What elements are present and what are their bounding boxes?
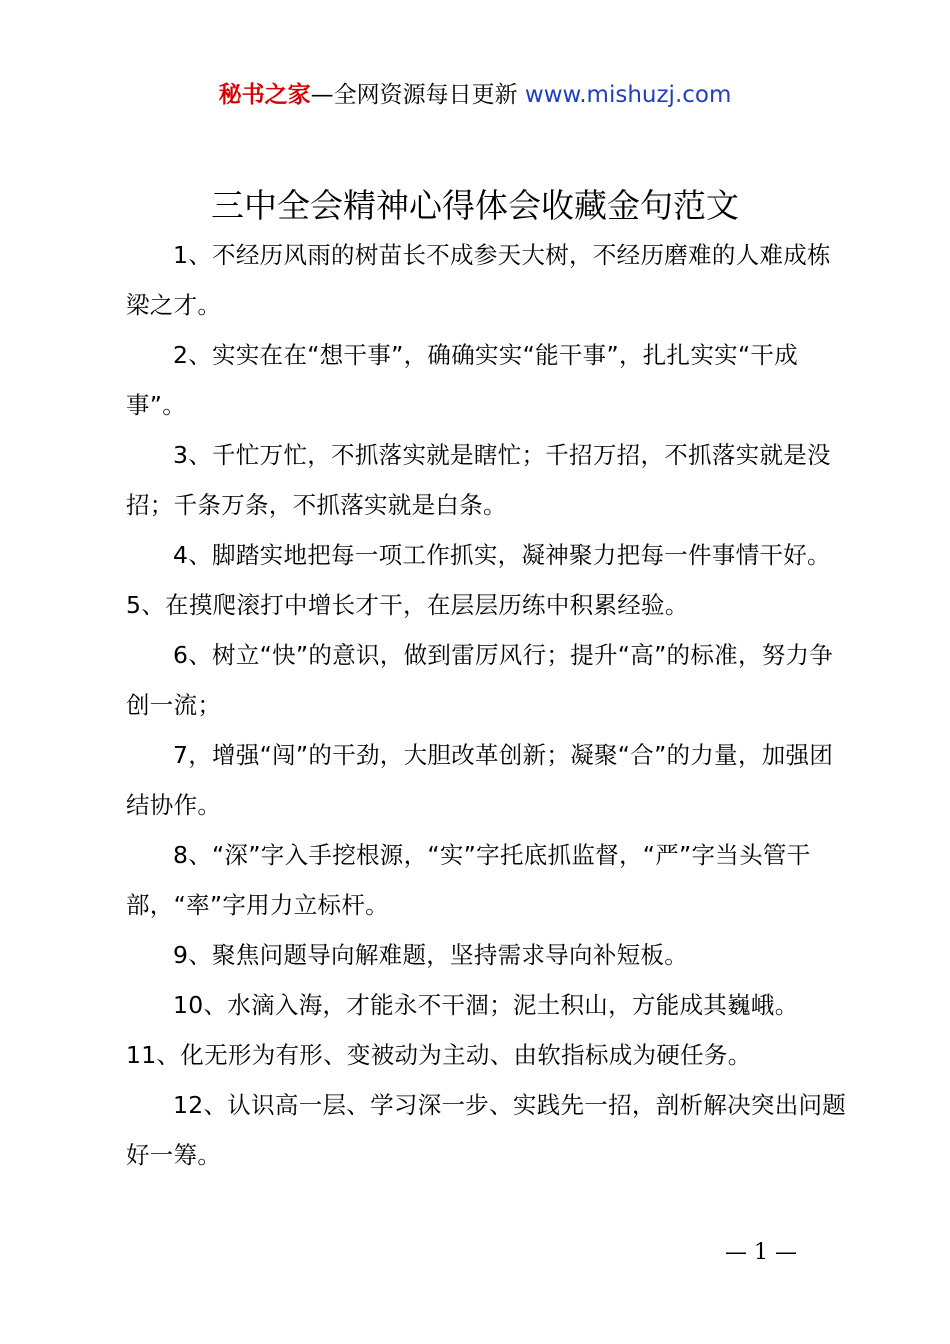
paragraph-10: 10、水滴入海，才能永不干涸；泥土积山，方能成其巍峨。 xyxy=(173,991,799,1019)
paragraph-8: 8、“深”字入手挖根源，“实”字托底抓监督，“严”字当头管干部，“率”字用力立标杆。 xyxy=(126,841,811,919)
site-url-link[interactable]: www.mishuzj.com xyxy=(524,82,732,108)
site-header xyxy=(0,78,950,112)
paragraph-12: 12、认识高一层、学习深一步、实践先一招，剖析解决突出问题好一筹。 xyxy=(126,1091,847,1169)
site-brand: 秘书之家 xyxy=(218,82,311,108)
paragraph-2: 2、实实在在“想干事”，确确实实“能干事”，扎扎实实“干成事”。 xyxy=(126,341,799,419)
page-number: — 1 — xyxy=(725,1240,797,1265)
paragraph-11: 11、化无形为有形、变被动为主动、由软指标成为硬任务。 xyxy=(126,1041,752,1069)
site-tagline: —全网资源每日更新 xyxy=(310,82,525,108)
paragraph-7: 7，增强“闯”的干劲，大胆改革创新；凝聚“合”的力量，加强团结协作。 xyxy=(126,741,834,819)
paragraph-9: 9、聚焦问题导向解难题，坚持需求导向补短板。 xyxy=(173,941,689,969)
document-title: 三中全会精神心得体会收藏金句范文 xyxy=(211,186,739,225)
paragraph-4-5: 4、脚踏实地把每一项工作抓实，凝神聚力把每一件事情干好。5、在摸爬滚打中增长才干，在层层历练中积累经验。 xyxy=(126,541,831,619)
document-body xyxy=(126,230,848,1180)
paragraph-1: 1、不经历风雨的树苗长不成参天大树，不经历磨难的人难成栋梁之才。 xyxy=(126,241,831,319)
paragraph-6: 6、树立“快”的意识，做到雷厉风行；提升“高”的标准，努力争创一流； xyxy=(126,641,834,719)
paragraph-3: 3、千忙万忙，不抓落实就是瞎忙；千招万招，不抓落实就是没招；千条万条，不抓落实就是白条。 xyxy=(126,441,831,519)
